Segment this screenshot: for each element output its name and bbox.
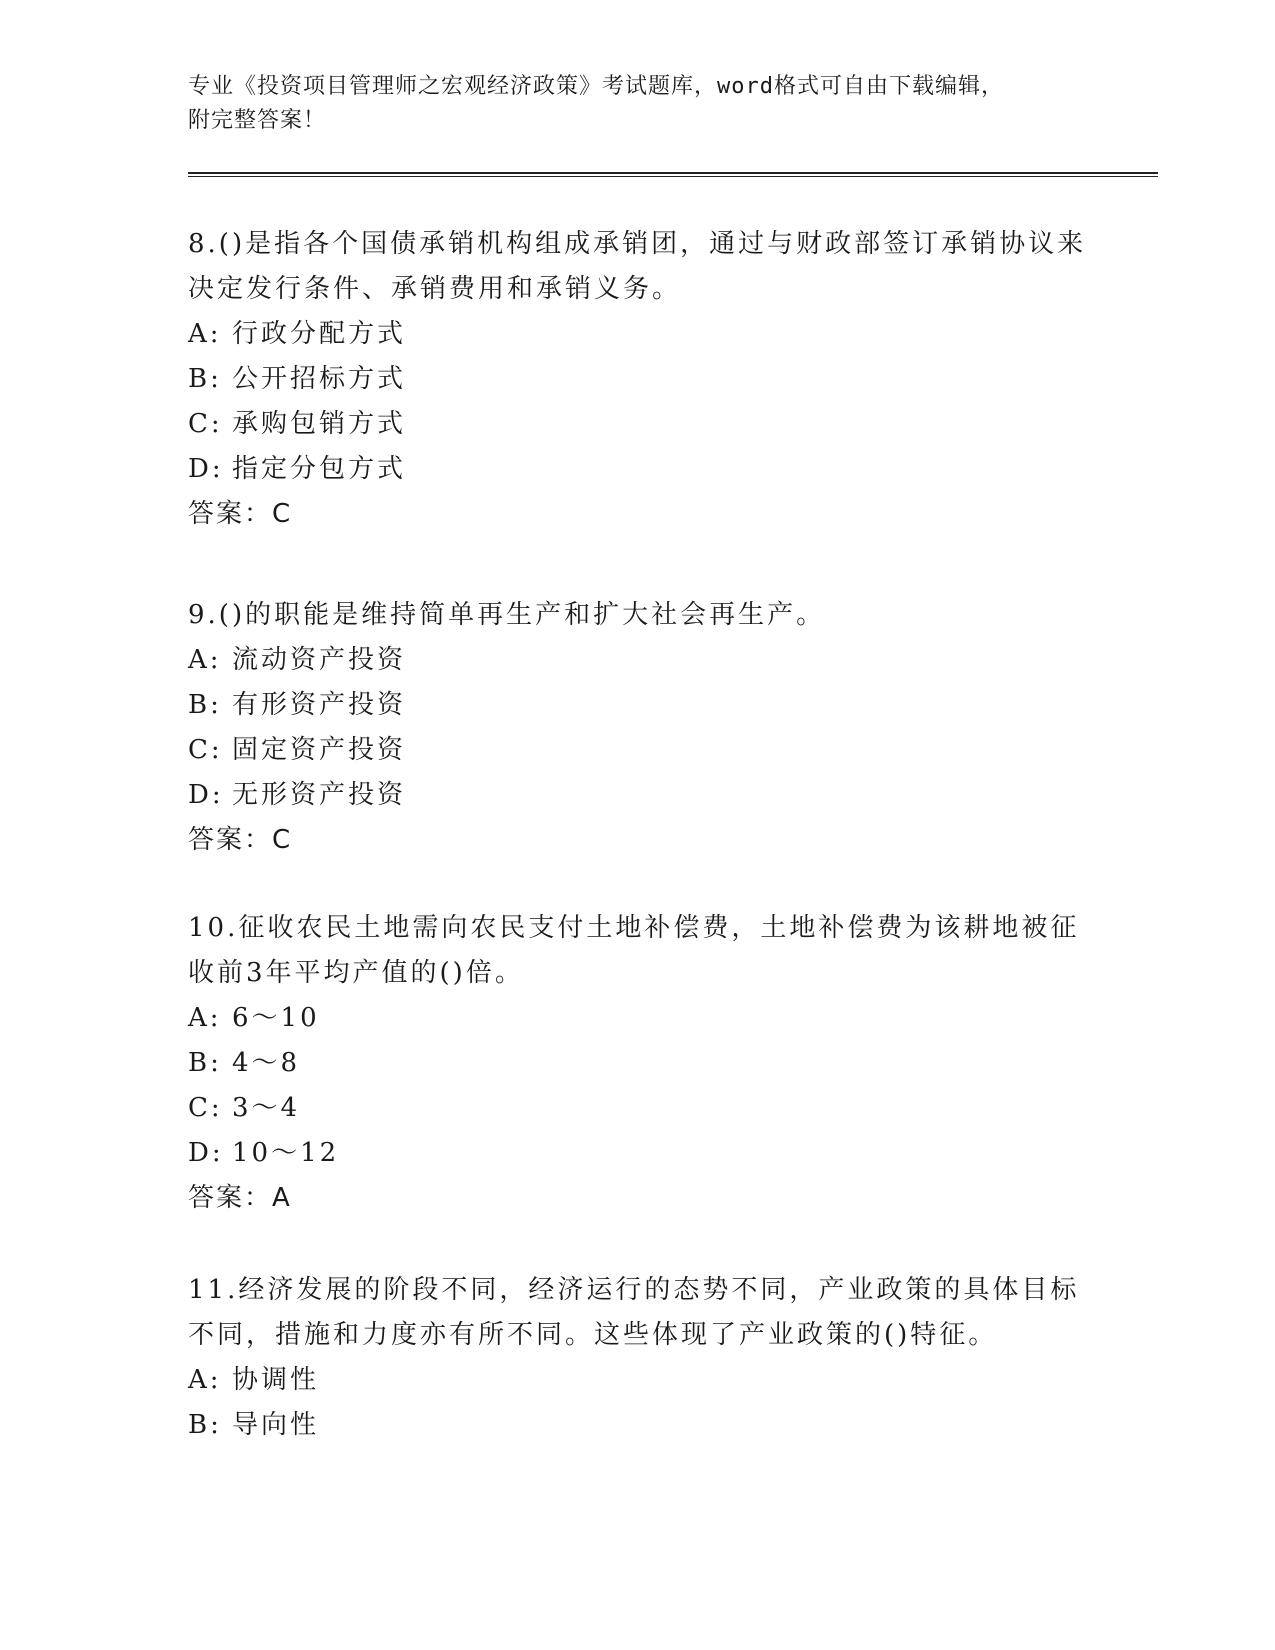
answer-line: 答案：C	[188, 499, 293, 529]
question-stem: 10.征收农民土地需向农民支付土地补偿费，土地补偿费为该耕地被征收前3年平均产值的()倍。	[188, 913, 1080, 988]
question-9	[188, 593, 1158, 863]
option-text: 4～8	[232, 1048, 301, 1078]
header-line-1: 专业《投资项目管理师之宏观经济政策》考试题库，word格式可自由下载编辑，	[188, 74, 1004, 99]
option-text: 3～4	[232, 1093, 301, 1123]
option-letter: C:	[188, 1093, 223, 1123]
option-c	[188, 1086, 1158, 1131]
option-text: 行政分配方式	[232, 319, 407, 349]
question-stem: 8.()是指各个国债承销机构组成承销团，通过与财政部签订承销协议来决定发行条件、承销费用和承销义务。	[188, 229, 1087, 304]
question-stem: 11.经济发展的阶段不同，经济运行的态势不同，产业政策的具体目标不同，措施和力度亦有所不同。这些体现了产业政策的()特征。	[188, 1275, 1080, 1350]
option-d	[188, 447, 1158, 492]
question-10	[188, 906, 1158, 1221]
question-8	[188, 222, 1158, 537]
option-c	[188, 402, 1158, 447]
option-letter: B:	[188, 1410, 222, 1440]
option-text: 协调性	[232, 1365, 320, 1395]
answer-line: 答案：C	[188, 825, 293, 855]
answer-line: 答案：A	[188, 1183, 292, 1213]
option-b	[188, 357, 1158, 402]
header-line-2: 附完整答案！	[188, 108, 327, 133]
option-text: 承购包销方式	[232, 409, 407, 439]
option-a	[188, 996, 1158, 1041]
option-a	[188, 638, 1158, 683]
question-11	[188, 1268, 1158, 1448]
question-stem: 9.()的职能是维持简单再生产和扩大社会再生产。	[188, 600, 826, 630]
option-letter: A:	[188, 1365, 222, 1395]
option-c	[188, 728, 1158, 773]
option-letter: D:	[188, 780, 224, 810]
header-divider	[188, 172, 1158, 177]
option-letter: D:	[188, 1138, 224, 1168]
option-text: 6～10	[232, 1003, 320, 1033]
option-letter: C:	[188, 409, 223, 439]
option-d	[188, 773, 1158, 818]
option-text: 公开招标方式	[232, 364, 407, 394]
option-letter: B:	[188, 1048, 222, 1078]
document-page	[188, 70, 1158, 177]
option-text: 无形资产投资	[232, 780, 407, 810]
option-text: 有形资产投资	[232, 690, 407, 720]
option-letter: B:	[188, 690, 222, 720]
option-a	[188, 1358, 1158, 1403]
option-letter: A:	[188, 1003, 222, 1033]
option-letter: C:	[188, 735, 223, 765]
option-a	[188, 312, 1158, 357]
document-header	[188, 70, 1068, 138]
option-d	[188, 1131, 1158, 1176]
option-letter: A:	[188, 319, 222, 349]
option-text: 导向性	[232, 1410, 320, 1440]
option-text: 流动资产投资	[232, 645, 407, 675]
option-b	[188, 683, 1158, 728]
option-letter: A:	[188, 645, 222, 675]
option-b	[188, 1403, 1158, 1448]
option-letter: B:	[188, 364, 222, 394]
option-b	[188, 1041, 1158, 1086]
option-text: 固定资产投资	[232, 735, 407, 765]
option-text: 指定分包方式	[232, 454, 407, 484]
option-letter: D:	[188, 454, 224, 484]
option-text: 10～12	[232, 1138, 340, 1168]
